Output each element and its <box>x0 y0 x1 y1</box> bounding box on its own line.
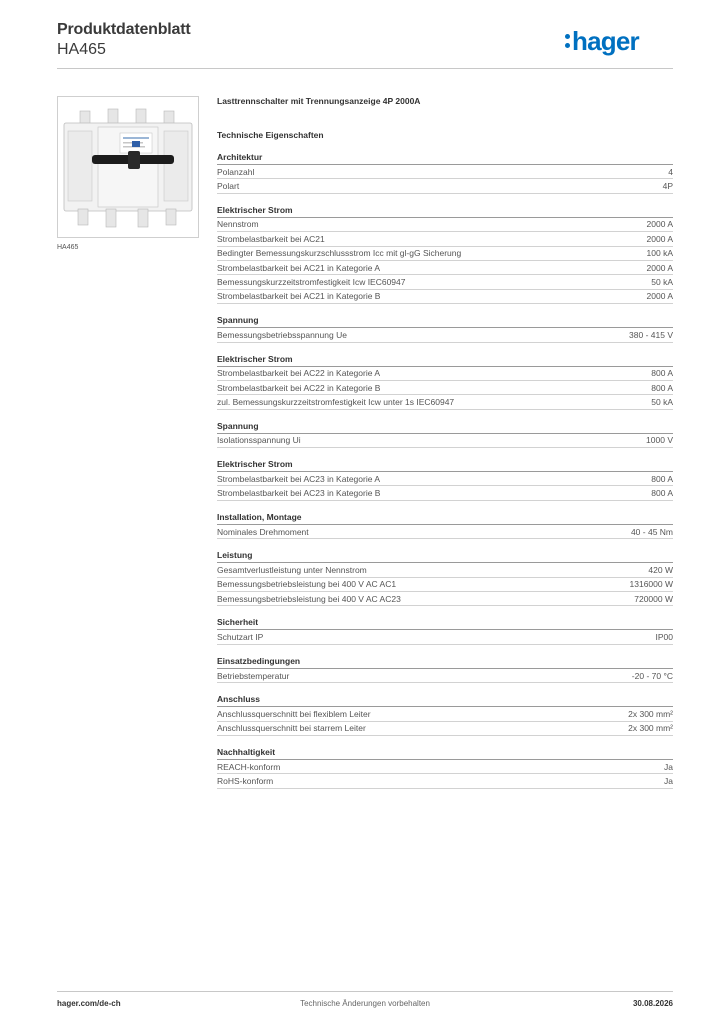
spec-label: Bemessungsbetriebsleistung bei 400 V AC AC1 <box>217 579 397 590</box>
spec-label: REACH-konform <box>217 761 281 772</box>
spec-group-title: Anschluss <box>217 694 673 707</box>
footer-divider <box>57 991 673 992</box>
spec-value: IP00 <box>655 632 673 643</box>
footer-website: hager.com/de-ch <box>57 999 121 1008</box>
spec-value: 2000 A <box>646 262 673 273</box>
spec-group-title: Leistung <box>217 550 673 563</box>
spec-label: Gesamtverlustleistung unter Nennstrom <box>217 564 367 575</box>
spec-group-title: Elektrischer Strom <box>217 459 673 472</box>
spec-row <box>217 525 673 539</box>
spec-row <box>217 707 673 721</box>
spec-value: 380 - 415 V <box>629 329 673 340</box>
spec-row <box>217 486 673 500</box>
spec-label: Bemessungsbetriebsleistung bei 400 V AC AC23 <box>217 593 401 604</box>
logo-colon-icon <box>565 32 570 50</box>
spec-label: zul. Bemessungskurzzeitstromfestigkeit Icw unter 1s IEC60947 <box>217 396 455 407</box>
spec-value: 800 A <box>651 368 673 379</box>
document-title: Produktdatenblatt <box>57 21 191 38</box>
spec-value: Ja <box>664 761 673 772</box>
spec-group <box>217 421 673 448</box>
spec-value: 2000 A <box>646 291 673 302</box>
spec-content <box>217 96 673 800</box>
spec-label: Polanzahl <box>217 166 255 177</box>
spec-row <box>217 218 673 232</box>
spec-label: Nennstrom <box>217 219 259 230</box>
spec-label: Polart <box>217 181 240 192</box>
spec-value: 4P <box>662 181 673 192</box>
spec-group <box>217 354 673 410</box>
spec-row <box>217 367 673 381</box>
switch-disconnector-icon <box>58 97 198 237</box>
spec-value: 50 kA <box>651 396 673 407</box>
spec-label: Strombelastbarkeit bei AC22 in Kategorie A <box>217 368 381 379</box>
spec-label: Strombelastbarkeit bei AC21 <box>217 233 325 244</box>
spec-label: Schutzart IP <box>217 632 264 643</box>
spec-value: 2000 A <box>646 233 673 244</box>
spec-row <box>217 669 673 683</box>
spec-label: Bedingter Bemessungskurzschlussstrom Icc mit gl-gG Sicherung <box>217 248 462 259</box>
spec-label: Strombelastbarkeit bei AC21 in Kategorie B <box>217 291 381 302</box>
spec-value: 4 <box>668 166 673 177</box>
spec-group <box>217 459 673 501</box>
header-divider <box>57 68 673 69</box>
spec-label: Anschlussquerschnitt bei starrem Leiter <box>217 723 366 734</box>
spec-label: Strombelastbarkeit bei AC23 in Kategorie A <box>217 473 381 484</box>
spec-row <box>217 328 673 342</box>
spec-group-title: Installation, Montage <box>217 512 673 525</box>
spec-label: Strombelastbarkeit bei AC21 in Kategorie A <box>217 262 381 273</box>
spec-group <box>217 315 673 342</box>
spec-group-title: Elektrischer Strom <box>217 354 673 367</box>
spec-group-title: Spannung <box>217 421 673 434</box>
image-caption: HA465 <box>57 244 79 251</box>
spec-row <box>217 275 673 289</box>
spec-value: 720000 W <box>634 593 673 604</box>
footer-disclaimer: Technische Änderungen vorbehalten <box>300 999 430 1008</box>
spec-row <box>217 232 673 246</box>
spec-value: 800 A <box>651 473 673 484</box>
spec-value: 800 A <box>651 488 673 499</box>
spec-row <box>217 261 673 275</box>
spec-value: 2000 A <box>646 219 673 230</box>
spec-row <box>217 395 673 409</box>
spec-label: Betriebstemperatur <box>217 670 290 681</box>
spec-label: Strombelastbarkeit bei AC22 in Kategorie B <box>217 382 381 393</box>
spec-group-title: Architektur <box>217 152 673 165</box>
spec-group <box>217 512 673 539</box>
spec-row <box>217 722 673 736</box>
spec-value: 50 kA <box>651 277 673 288</box>
spec-label: RoHS-konform <box>217 776 274 787</box>
logo-text: hager <box>572 26 639 56</box>
spec-value: 40 - 45 Nm <box>630 526 673 537</box>
spec-row <box>217 563 673 577</box>
spec-value: 420 W <box>648 564 673 575</box>
spec-group <box>217 205 673 304</box>
spec-row <box>217 434 673 448</box>
spec-value: 100 kA <box>646 248 673 259</box>
spec-row <box>217 578 673 592</box>
spec-group <box>217 617 673 644</box>
properties-heading: Technische Eigenschaften <box>217 130 324 140</box>
spec-row <box>217 290 673 304</box>
spec-group-title: Sicherheit <box>217 617 673 630</box>
spec-value: -20 - 70 °C <box>631 670 673 681</box>
footer-date: 30.08.2026 <box>632 999 673 1008</box>
spec-group-title: Spannung <box>217 315 673 328</box>
spec-row <box>217 630 673 644</box>
spec-row <box>217 760 673 774</box>
spec-label: Isolationsspannung Ui <box>217 435 301 446</box>
spec-value: 2x 300 mm² <box>628 708 673 719</box>
spec-group <box>217 656 673 683</box>
spec-group-title: Elektrischer Strom <box>217 205 673 218</box>
product-image <box>57 96 199 238</box>
spec-group <box>217 152 673 194</box>
spec-row <box>217 165 673 179</box>
spec-row <box>217 472 673 486</box>
spec-row <box>217 179 673 193</box>
spec-row <box>217 381 673 395</box>
spec-label: Nominales Drehmoment <box>217 526 309 537</box>
product-code: HA465 <box>57 41 106 58</box>
hager-logo <box>565 24 673 58</box>
spec-group <box>217 550 673 606</box>
spec-row <box>217 592 673 606</box>
spec-label: Bemessungskurzzeitstromfestigkeit Icw IEC60947 <box>217 277 406 288</box>
spec-row <box>217 247 673 261</box>
spec-value: 1316000 W <box>629 579 673 590</box>
spec-label: Strombelastbarkeit bei AC23 in Kategorie B <box>217 488 381 499</box>
product-name: Lasttrennschalter mit Trennungsanzeige 4P 2000A <box>217 96 421 106</box>
spec-groups <box>217 152 673 789</box>
spec-value: 2x 300 mm² <box>628 723 673 734</box>
spec-value: 1000 V <box>646 435 673 446</box>
spec-group-title: Einsatzbedingungen <box>217 656 673 669</box>
spec-group-title: Nachhaltigkeit <box>217 747 673 760</box>
spec-row <box>217 774 673 788</box>
spec-group <box>217 747 673 789</box>
spec-group <box>217 694 673 736</box>
spec-value: 800 A <box>651 382 673 393</box>
document-header <box>57 20 191 60</box>
spec-value: Ja <box>664 776 673 787</box>
spec-label: Bemessungsbetriebsspannung Ue <box>217 329 347 340</box>
spec-label: Anschlussquerschnitt bei flexiblem Leiter <box>217 708 371 719</box>
